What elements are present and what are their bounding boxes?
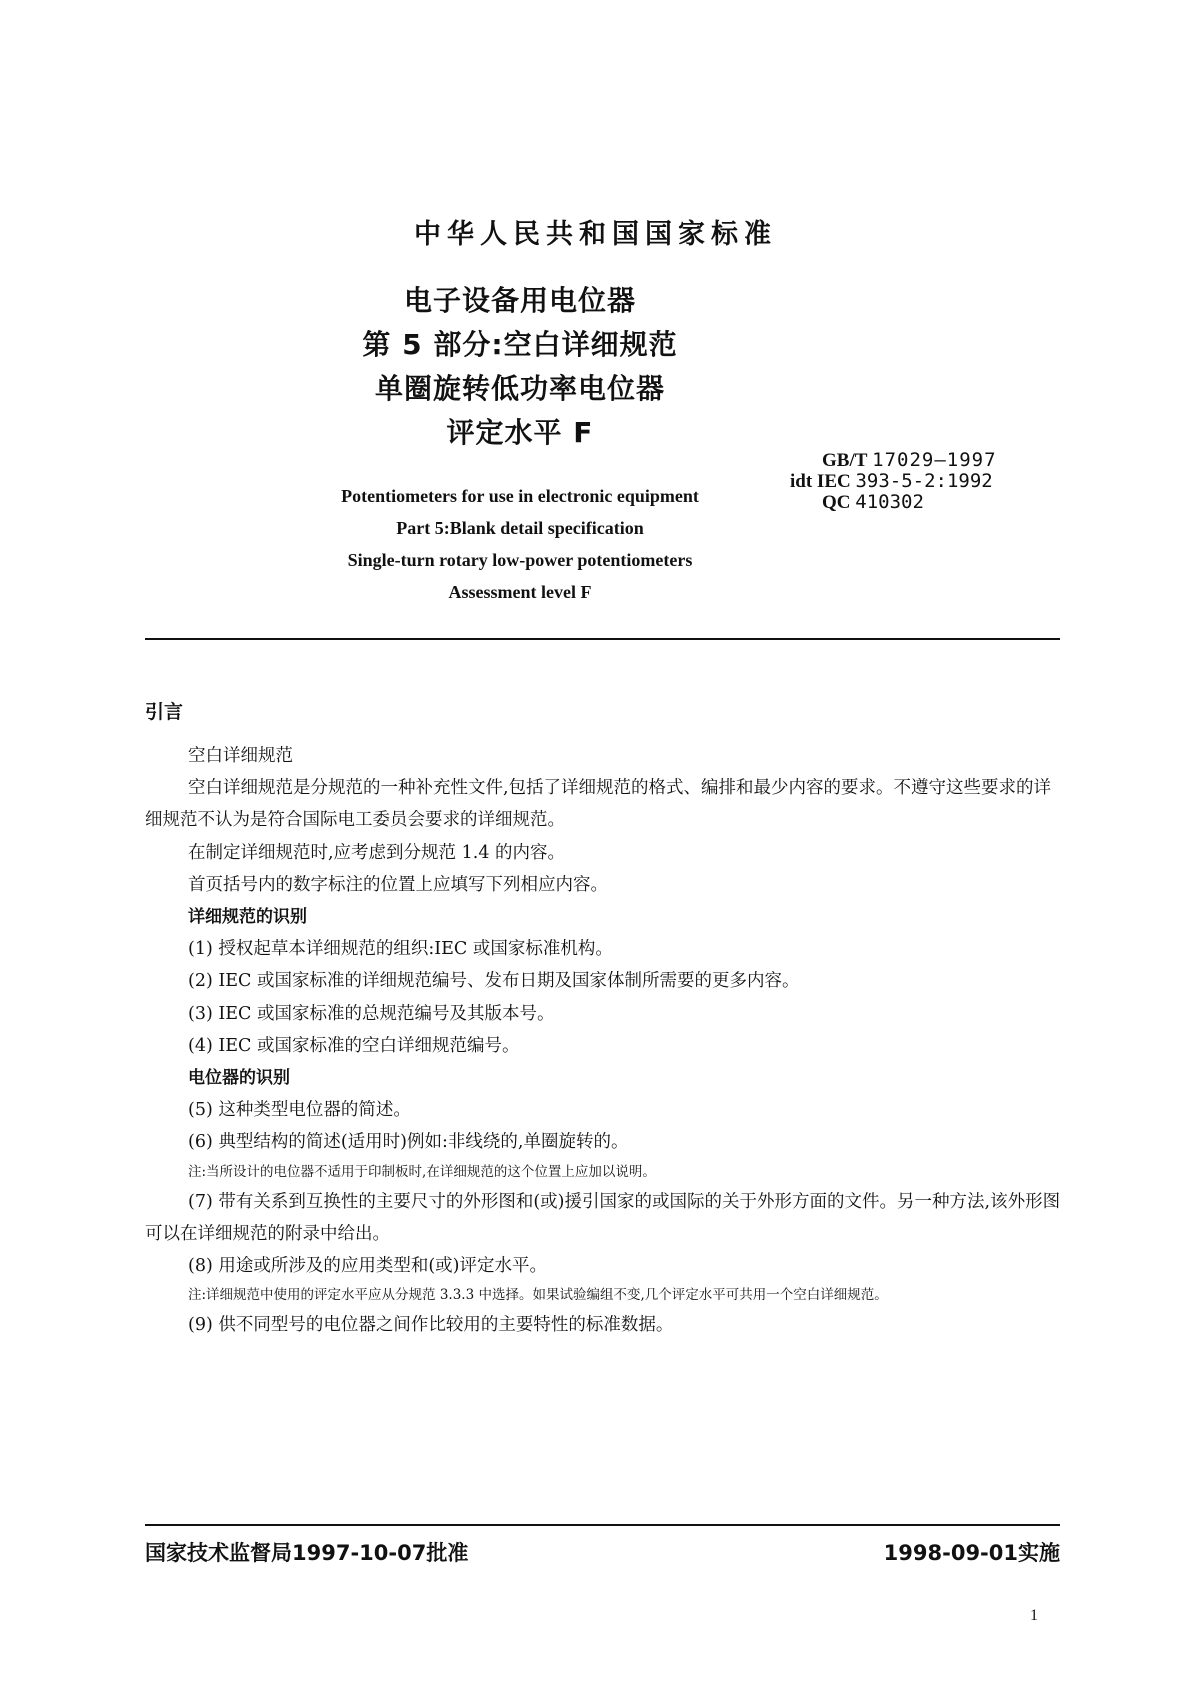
list-item: (8) 用途或所涉及的应用类型和(或)评定水平。 xyxy=(188,1256,548,1277)
list-item: (4) IEC 或国家标准的空白详细规范编号。 xyxy=(188,1035,520,1056)
body-paragraph: 在制定详细规范时,应考虑到分规范 1.4 的内容。 xyxy=(188,842,566,863)
body-paragraph: 空白详细规范 xyxy=(188,746,293,766)
body-paragraph: 首页括号内的数字标注的位置上应填写下列相应内容。 xyxy=(188,874,608,895)
standard-codes xyxy=(790,449,997,513)
list-item: (1) 授权起草本详细规范的组织:IEC 或国家标准机构。 xyxy=(188,939,613,960)
title-cn-line-3: 单圈旋转低功率电位器 xyxy=(374,372,665,405)
list-item: (3) IEC 或国家标准的总规范编号及其版本号。 xyxy=(188,1003,555,1024)
subheading-potentiometer-identification: 电位器的识别 xyxy=(188,1068,290,1089)
implementation-line: 1998-09-01实施 xyxy=(883,1541,1060,1565)
subheading-spec-identification: 详细规范的识别 xyxy=(188,907,307,928)
note: 注:当所设计的电位器不适用于印制板时,在详细规范的这个位置上应加以说明。 xyxy=(188,1163,656,1180)
page-number: 1 xyxy=(1030,1607,1038,1624)
idt-code: idt IEC 393-5-2:1992 xyxy=(790,470,993,492)
title-en-line-4: Assessment level F xyxy=(448,582,592,602)
section-heading: 引言 xyxy=(145,701,184,723)
list-item: (9) 供不同型号的电位器之间作比较用的主要特性的标准数据。 xyxy=(188,1315,674,1336)
title-cn-line-2: 第 5 部分:空白详细规范 xyxy=(362,328,678,361)
list-item: (2) IEC 或国家标准的详细规范编号、发布日期及国家体制所需要的更多内容。 xyxy=(188,971,800,992)
title-en-line-2: Part 5:Blank detail specification xyxy=(396,518,644,538)
approval-line: 国家技术监督局1997-10-07批准 xyxy=(145,1541,469,1565)
qc-code: QC 410302 xyxy=(822,491,924,513)
list-item: (7) 带有关系到互换性的主要尺寸的外形图和(或)援引国家的或国际的关于外形方面的文件。另一种方法,该外形图可以在详细规范的附录中给出。 xyxy=(145,1191,1061,1244)
body-paragraph: 空白详细规范是分规范的一种补充性文件,包括了详细规范的格式、编排和最少内容的要求。不遵守这些要求的详细规范不认为是符合国际电工委员会要求的详细规范。 xyxy=(145,778,1052,831)
title-en-line-1: Potentiometers for use in electronic equipment xyxy=(341,486,699,506)
title-en-line-3: Single-turn rotary low-power potentiometers xyxy=(347,550,693,570)
footer-divider xyxy=(145,1524,1060,1526)
national-standard-heading: 中华人民共和国国家标准 xyxy=(414,219,777,250)
body-content xyxy=(145,740,1063,1341)
list-item: (6) 典型结构的简述(适用时)例如:非线绕的,单圈旋转的。 xyxy=(188,1132,629,1153)
header-divider xyxy=(145,638,1060,640)
title-cn-line-1: 电子设备用电位器 xyxy=(403,284,636,317)
note: 注:详细规范中使用的评定水平应从分规范 3.3.3 中选择。如果试验编组不变,几个评定水平可共用一个空白详细规范。 xyxy=(188,1287,888,1304)
title-cn-line-4: 评定水平 F xyxy=(446,416,594,449)
list-item: (5) 这种类型电位器的简述。 xyxy=(188,1100,411,1121)
gb-code: GB/T 17029—1997 xyxy=(822,449,997,471)
